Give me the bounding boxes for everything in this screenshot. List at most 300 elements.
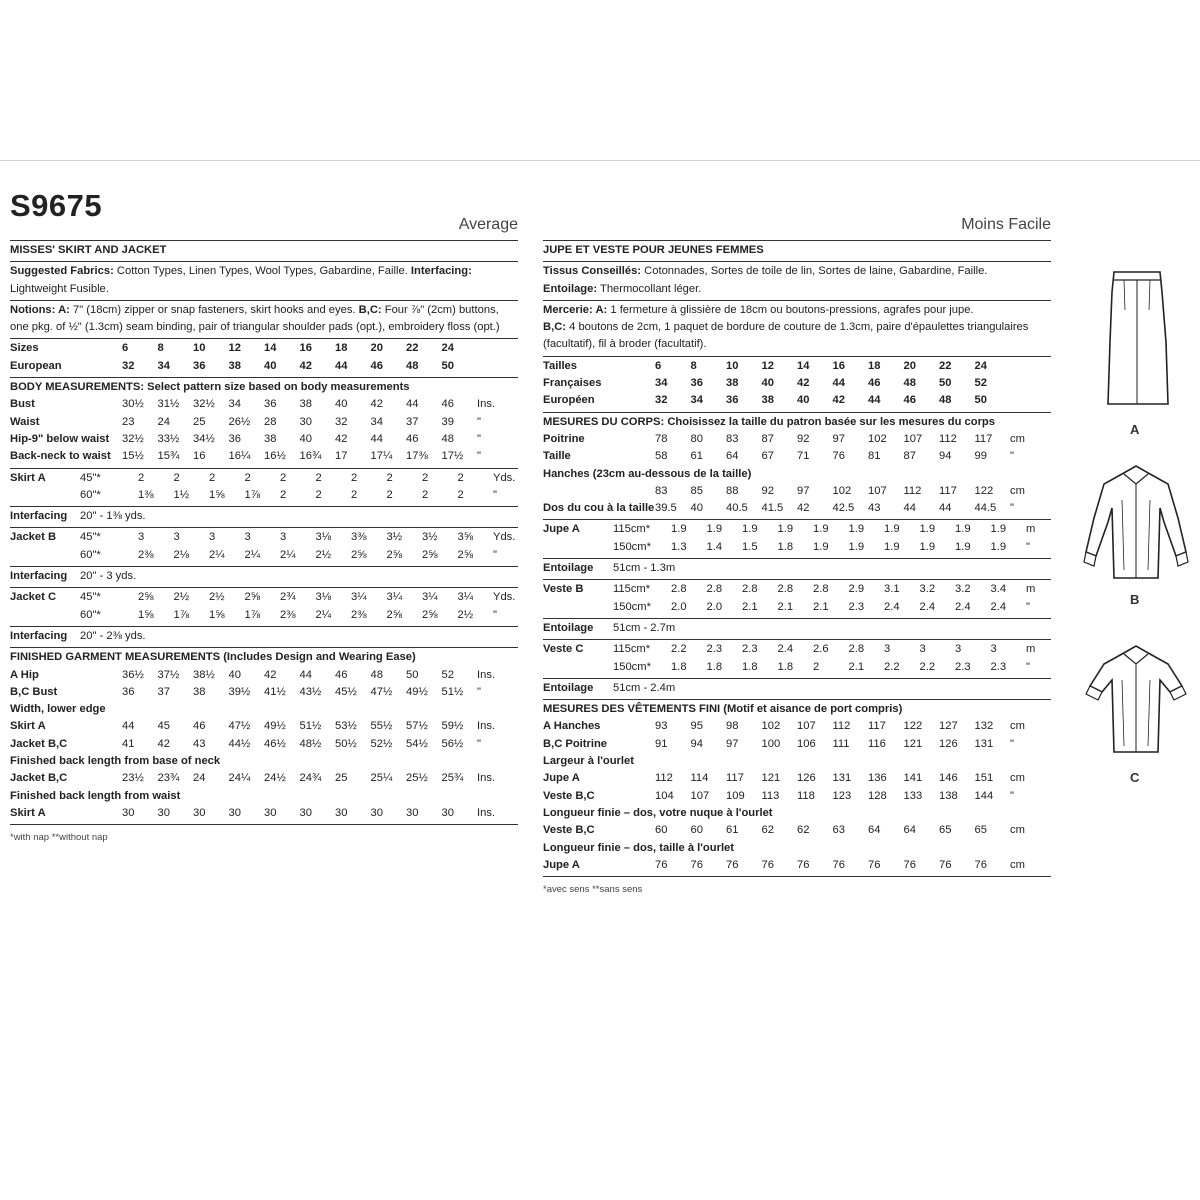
value-cell: 38 (193, 685, 206, 698)
finished-measurements-block (10, 648, 518, 825)
value-cell: 45 (157, 720, 170, 733)
value-cell: 3¼ (351, 591, 367, 604)
measurement-label: Jacket B,C (10, 772, 68, 785)
size-cell: 32 (122, 359, 135, 372)
fabric-width: 60"* (80, 488, 101, 501)
value-cell: 23¾ (157, 772, 180, 785)
size-cell: 38 (726, 377, 739, 390)
value-cell: 2.3 (848, 600, 865, 613)
unit-label: cm (1010, 484, 1025, 497)
yardage-row (10, 547, 518, 564)
value-cell: 2 (280, 488, 287, 501)
value-cells (122, 414, 477, 431)
sizes-block-fr (543, 357, 1051, 413)
value-cell: 2.0 (671, 600, 687, 613)
value-cell: 87 (903, 450, 916, 463)
value-cell: 42 (157, 737, 170, 750)
value-cell: 28 (264, 415, 277, 428)
value-cell: 122 (903, 720, 923, 733)
value-cell: 1.9 (884, 523, 900, 536)
body-measurements-rows (10, 396, 518, 465)
size-cell: 50 (974, 394, 987, 407)
size-cell: 48 (406, 359, 419, 372)
french-sizes-row (543, 375, 1051, 392)
value-cell: 30 (264, 806, 277, 819)
measurement-label: Bust (10, 398, 35, 411)
value-cell: 62 (797, 824, 810, 837)
value-cell: 49½ (264, 720, 286, 733)
yardage-view (543, 520, 1051, 559)
value-cell: 30 (406, 806, 419, 819)
value-cell: 2.3 (742, 643, 758, 656)
value-cell: 1⅝ (209, 608, 225, 621)
garment-title-block (10, 241, 518, 262)
interfacing-row-label: Entoilage (543, 562, 594, 575)
value-cell: 132 (974, 720, 994, 733)
yardage-row (543, 641, 1051, 658)
size-cell: 42 (797, 377, 810, 390)
value-cell: 2¼ (315, 608, 332, 621)
measurement-label: Jacket B,C (10, 737, 68, 750)
unit-label: Yds. (493, 591, 516, 604)
value-cell: 65 (939, 824, 952, 837)
value-cell: 1.9 (813, 540, 829, 553)
french-sizes-values (655, 375, 1010, 392)
value-cell: 2 (457, 488, 464, 501)
value-cell: 138 (939, 789, 958, 802)
interfacing-row (10, 568, 518, 585)
jacket-long-sleeve-icon (1082, 460, 1190, 585)
interfacing-amount: 51cm - 2.7m (613, 621, 676, 634)
measurement-label (543, 483, 655, 500)
view-label (10, 487, 80, 504)
value-cell: 92 (797, 432, 810, 445)
value-cell: 1.5 (742, 540, 758, 553)
value-cell: 3 (955, 643, 962, 656)
view-c-jacket-drawing (1082, 640, 1190, 765)
value-cells (655, 448, 1010, 465)
body-measurements-rows-fr (543, 431, 1051, 517)
value-cell: 25 (335, 772, 348, 785)
value-cell: 2.4 (777, 643, 794, 656)
value-cell: 43½ (299, 685, 322, 698)
unit-label: Ins. (477, 398, 496, 411)
measurement-row (10, 718, 518, 735)
value-cells (671, 521, 1026, 538)
value-cell: 76 (939, 858, 952, 871)
size-cell: 40 (264, 359, 277, 372)
size-cell: 46 (868, 377, 881, 390)
interfacing-row-label: Entoilage (543, 621, 594, 634)
value-cell: 106 (797, 737, 816, 750)
value-cell: 2 (813, 660, 820, 673)
value-cell: 16 (193, 450, 206, 463)
value-cell: 100 (761, 737, 781, 750)
value-cell: 40 (228, 668, 241, 681)
value-cell: 43 (868, 502, 881, 515)
value-cell: 46 (193, 720, 206, 733)
value-cell: 2.8 (848, 643, 865, 656)
yardage-row (10, 487, 518, 504)
notions-bc-label: B,C: (358, 303, 382, 316)
value-cell: 46½ (264, 737, 286, 750)
unit-label: " (477, 737, 481, 750)
value-cell: 3.2 (919, 583, 936, 596)
value-cell: 117 (726, 772, 744, 785)
value-cell: 97 (832, 432, 845, 445)
value-cell: 1.9 (813, 523, 829, 536)
value-cell: 17 (335, 450, 348, 463)
value-cell: 117 (974, 432, 993, 445)
size-cell: 16 (299, 342, 312, 355)
value-cell: 2⅝ (386, 548, 403, 561)
value-cell: 34½ (193, 432, 215, 445)
panel-header (10, 188, 518, 241)
fabric-width: 115cm* (613, 583, 651, 596)
value-cell: 15¾ (157, 450, 180, 463)
value-cell: 38 (264, 432, 277, 445)
value-cell: 2 (351, 488, 358, 501)
value-cells (122, 667, 477, 684)
page-divider (0, 160, 1200, 161)
interfacing-amount: 20" - 3 yds. (80, 570, 137, 583)
interfacing-row-label: Interfacing (10, 510, 68, 523)
unit-label: " (1010, 450, 1014, 463)
value-cell: 2.8 (706, 583, 723, 596)
view-label: Jacket B (10, 531, 57, 544)
value-cell: 43 (193, 737, 206, 750)
unit-label: " (1026, 540, 1030, 553)
value-cell: 37½ (157, 668, 180, 681)
notions-label: Notions: (10, 303, 56, 316)
value-cells (122, 718, 477, 735)
section-subheading: Finished back length from waist (10, 789, 181, 802)
measurement-row (543, 788, 1051, 805)
value-cell: 1.9 (671, 523, 687, 536)
value-cell: 2¼ (280, 548, 296, 561)
size-cell: 42 (832, 394, 845, 407)
size-cell: 44 (868, 394, 881, 407)
value-cell: 2.3 (990, 660, 1007, 673)
value-cell: 1½ (173, 488, 190, 501)
size-cell: 6 (122, 342, 129, 355)
value-cell: 48 (441, 432, 454, 445)
fabrics-label-fr: Tissus Conseillés: (543, 265, 642, 278)
value-cell: 15½ (122, 450, 144, 463)
interfacing-text: Lightweight Fusible. (10, 282, 109, 295)
value-cell: 44 (903, 502, 916, 515)
value-cell: 83 (726, 432, 739, 445)
value-cells (655, 788, 1010, 805)
value-cell: 76 (690, 858, 703, 871)
value-cell: 31½ (157, 398, 180, 411)
value-cell: 41.5 (761, 502, 784, 515)
view-c-label: C (1130, 770, 1140, 785)
notions-bc-label-fr: B,C: (543, 321, 566, 334)
body-measurements-block-fr (543, 413, 1051, 521)
measurement-row (10, 667, 518, 684)
size-cell: 42 (299, 359, 312, 372)
value-cell: 107 (903, 432, 923, 445)
value-cell: 2.8 (777, 583, 794, 596)
value-cell: 102 (832, 484, 852, 497)
notions-a-text-fr: 1 fermeture à glissière de 18cm ou boutons-pressions, agrafes pour jupe. (607, 303, 974, 316)
unit-label: " (493, 608, 497, 621)
value-cell: 1⅞ (244, 488, 261, 501)
value-cell: 88 (726, 484, 739, 497)
measurement-row (543, 448, 1051, 465)
value-cell: 104 (655, 789, 674, 802)
value-cell: 93 (655, 720, 668, 733)
fabric-width: 150cm* (613, 600, 651, 613)
measurement-label: Skirt A (10, 806, 46, 819)
value-cell: 64 (726, 450, 739, 463)
measurement-label: Jupe A (543, 858, 580, 871)
value-cell: 40 (299, 432, 312, 445)
value-cell: 17⅜ (406, 450, 428, 463)
value-cell: 1.9 (848, 540, 865, 553)
view-label (10, 547, 80, 564)
value-cell: 1.9 (990, 540, 1007, 553)
value-cell: 107 (797, 720, 816, 733)
fabric-width: 115cm* (613, 643, 651, 656)
measurement-row (10, 805, 518, 822)
value-cell: 112 (939, 432, 957, 445)
yardage-view (543, 640, 1051, 679)
value-cell: 91 (655, 737, 668, 750)
value-cell: 2⅜ (351, 608, 367, 621)
size-cell: 48 (903, 377, 916, 390)
yardage-view (10, 528, 518, 567)
value-cell: 2⅝ (138, 591, 154, 604)
size-cell: 14 (264, 342, 277, 355)
body-measurements-block (10, 378, 518, 468)
size-cell: 34 (690, 394, 703, 407)
size-cell: 38 (228, 359, 241, 372)
fabric-width: 45"* (80, 471, 101, 484)
european-sizes-row-fr (543, 392, 1051, 409)
view-label (543, 659, 613, 676)
finished-measurements-title: FINISHED GARMENT MEASUREMENTS (Includes Design and Wearing Ease) (10, 651, 416, 664)
measurement-row (543, 770, 1051, 787)
view-label: Veste B (543, 583, 584, 596)
value-cell: 2⅝ (351, 548, 367, 561)
measurement-row (10, 431, 518, 448)
measurement-label: Back-neck to waist (10, 450, 111, 463)
value-cell: 87 (761, 432, 774, 445)
view-label: Skirt A (10, 471, 46, 484)
section-subheading: Finished back length from base of neck (10, 755, 221, 768)
fabrics-text: Cotton Types, Linen Types, Wool Types, Gabardine, Faille. (113, 265, 411, 278)
value-cell: 39½ (228, 685, 251, 698)
interfacing-row (543, 560, 1051, 577)
value-cell: 92 (761, 484, 774, 497)
yardage-row (543, 539, 1051, 556)
unit-label: m (1026, 523, 1036, 536)
value-cell: 3 (919, 643, 926, 656)
fabrics-block (10, 262, 518, 301)
unit-label: m (1026, 583, 1036, 596)
size-cell: 10 (726, 359, 739, 372)
size-cell: 36 (193, 359, 206, 372)
finished-measurements-block-fr (543, 700, 1051, 877)
value-cell: 56½ (441, 737, 464, 750)
interfacing-yardage (543, 619, 1051, 640)
value-cell: 1.9 (706, 523, 723, 536)
yardage-row (543, 521, 1051, 538)
measurement-label: A Hip (10, 668, 39, 681)
value-cell: 2 (244, 471, 251, 484)
value-cell: 40.5 (726, 502, 748, 515)
value-cell: 2½ (173, 591, 190, 604)
size-cell: 50 (441, 359, 454, 372)
size-cell: 38 (761, 394, 774, 407)
value-cell: 2¼ (209, 548, 225, 561)
value-cell: 64 (868, 824, 881, 837)
value-cell: 3⅛ (315, 591, 332, 604)
value-cell: 39.5 (655, 502, 677, 515)
value-cells (655, 483, 1010, 500)
value-cell: 17¼ (370, 450, 393, 463)
value-cell: 34 (228, 398, 241, 411)
value-cell: 2 (351, 471, 358, 484)
interfacing-row-label: Entoilage (543, 681, 594, 694)
interfacing-row (543, 620, 1051, 637)
value-cell: 94 (690, 737, 703, 750)
finished-measurements-rows-fr (543, 718, 1051, 874)
value-cell: 2.8 (813, 583, 829, 596)
measurement-label: A Hanches (543, 720, 601, 733)
interfacing-yardage (543, 679, 1051, 700)
value-cell: 2 (457, 471, 464, 484)
size-cell: 36 (726, 394, 739, 407)
value-cell: 2¾ (280, 591, 296, 604)
value-cell: 3½ (386, 531, 403, 544)
value-cell: 3.4 (990, 583, 1007, 596)
value-cell: 24¾ (299, 772, 322, 785)
measurement-label: Veste B,C (543, 789, 595, 802)
value-cells (655, 770, 1010, 787)
value-cell: 54½ (406, 737, 428, 750)
value-cell: 127 (939, 720, 958, 733)
value-cell: 118 (797, 789, 815, 802)
view-label (543, 599, 613, 616)
value-cell: 38 (299, 398, 312, 411)
value-cell: 2 (386, 488, 393, 501)
size-cell: 24 (974, 359, 987, 372)
value-cell: 63 (832, 824, 845, 837)
value-cell: 151 (974, 772, 994, 785)
value-cell: 2.4 (919, 600, 936, 613)
value-cell: 40 (335, 398, 348, 411)
value-cells (671, 659, 1026, 676)
european-values (122, 358, 477, 375)
measurement-row (543, 736, 1051, 753)
value-cell: 41 (122, 737, 135, 750)
unit-label: Ins. (477, 806, 496, 819)
value-cell: 42.5 (832, 502, 855, 515)
value-cell: 1.9 (848, 523, 865, 536)
size-cell: 46 (370, 359, 383, 372)
interfacing-row-label: Interfacing (10, 629, 68, 642)
value-cell: 1.9 (919, 540, 936, 553)
section-subheading: Longueur finie – dos, taille à l'ourlet (543, 841, 735, 854)
value-cell: 2¼ (244, 548, 261, 561)
value-cell: 2 (173, 471, 180, 484)
finished-measurements-rows (10, 667, 518, 823)
notions-bc-text: Four ⅞" (2cm) buttons, one pkg. of ½" (1.3cm) seam binding, pair of triangular shoulder pads (opt.), embroidery floss (opt.) (10, 303, 500, 334)
value-cell: 85 (690, 484, 703, 497)
measurement-label: Taille (543, 450, 571, 463)
yardage-block (10, 469, 518, 649)
interfacing-amount: 51cm - 2.4m (613, 681, 676, 694)
size-cell: 46 (903, 394, 916, 407)
interfacing-amount: 20" - 1⅜ yds. (80, 510, 146, 523)
value-cell: 3½ (422, 531, 438, 544)
size-cell: 20 (370, 342, 383, 355)
interfacing-yardage (10, 627, 518, 648)
interfacing-yardage (543, 559, 1051, 580)
value-cell: 117 (868, 720, 886, 733)
view-label: Jacket C (10, 591, 57, 604)
value-cell: 50 (406, 668, 419, 681)
value-cell: 1.8 (742, 660, 758, 673)
unit-label: Ins. (477, 720, 496, 733)
value-cell: 3¼ (422, 591, 438, 604)
sizes-values-fr (655, 358, 1010, 375)
value-cell: 1⅜ (138, 488, 154, 501)
value-cell: 1⅝ (209, 488, 225, 501)
value-cell: 3.2 (955, 583, 971, 596)
value-cell: 53½ (335, 720, 357, 733)
value-cell: 24 (157, 415, 170, 428)
value-cell: 33½ (157, 432, 180, 445)
value-cell: 42 (370, 398, 383, 411)
value-cell: 32½ (193, 398, 215, 411)
measurement-label: Waist (10, 415, 40, 428)
value-cell: 114 (690, 772, 709, 785)
fabrics-block-fr (543, 262, 1051, 301)
notions-a-label-fr: A: (592, 303, 608, 316)
size-cell: 52 (974, 377, 987, 390)
size-cell: 8 (690, 359, 697, 372)
sizes-row-fr (543, 358, 1051, 375)
value-cell: 99 (974, 450, 987, 463)
yardage-row (543, 659, 1051, 676)
unit-label: " (477, 432, 481, 445)
value-cell: 95 (690, 720, 703, 733)
unit-label: " (477, 685, 481, 698)
value-cell: 30 (299, 806, 312, 819)
unit-label: " (1010, 502, 1014, 515)
measurement-row (543, 483, 1051, 500)
value-cell: 38½ (193, 668, 215, 681)
value-cell: 3 (884, 643, 891, 656)
value-cell: 3¼ (386, 591, 403, 604)
value-cell: 44 (939, 502, 952, 515)
notions-a-text: 7" (18cm) zipper or snap fasteners, skirt hooks and eyes. (69, 303, 359, 316)
value-cell: 113 (761, 789, 780, 802)
value-cell: 64 (903, 824, 916, 837)
value-cell: 123 (832, 789, 852, 802)
value-cell: 44 (299, 668, 312, 681)
size-cell: 14 (797, 359, 810, 372)
value-cell: 81 (868, 450, 881, 463)
value-cell: 60 (690, 824, 703, 837)
interfacing-amount: 51cm - 1.3m (613, 562, 676, 575)
measurement-row (10, 684, 518, 701)
sizes-label-fr: Tailles (543, 359, 577, 372)
